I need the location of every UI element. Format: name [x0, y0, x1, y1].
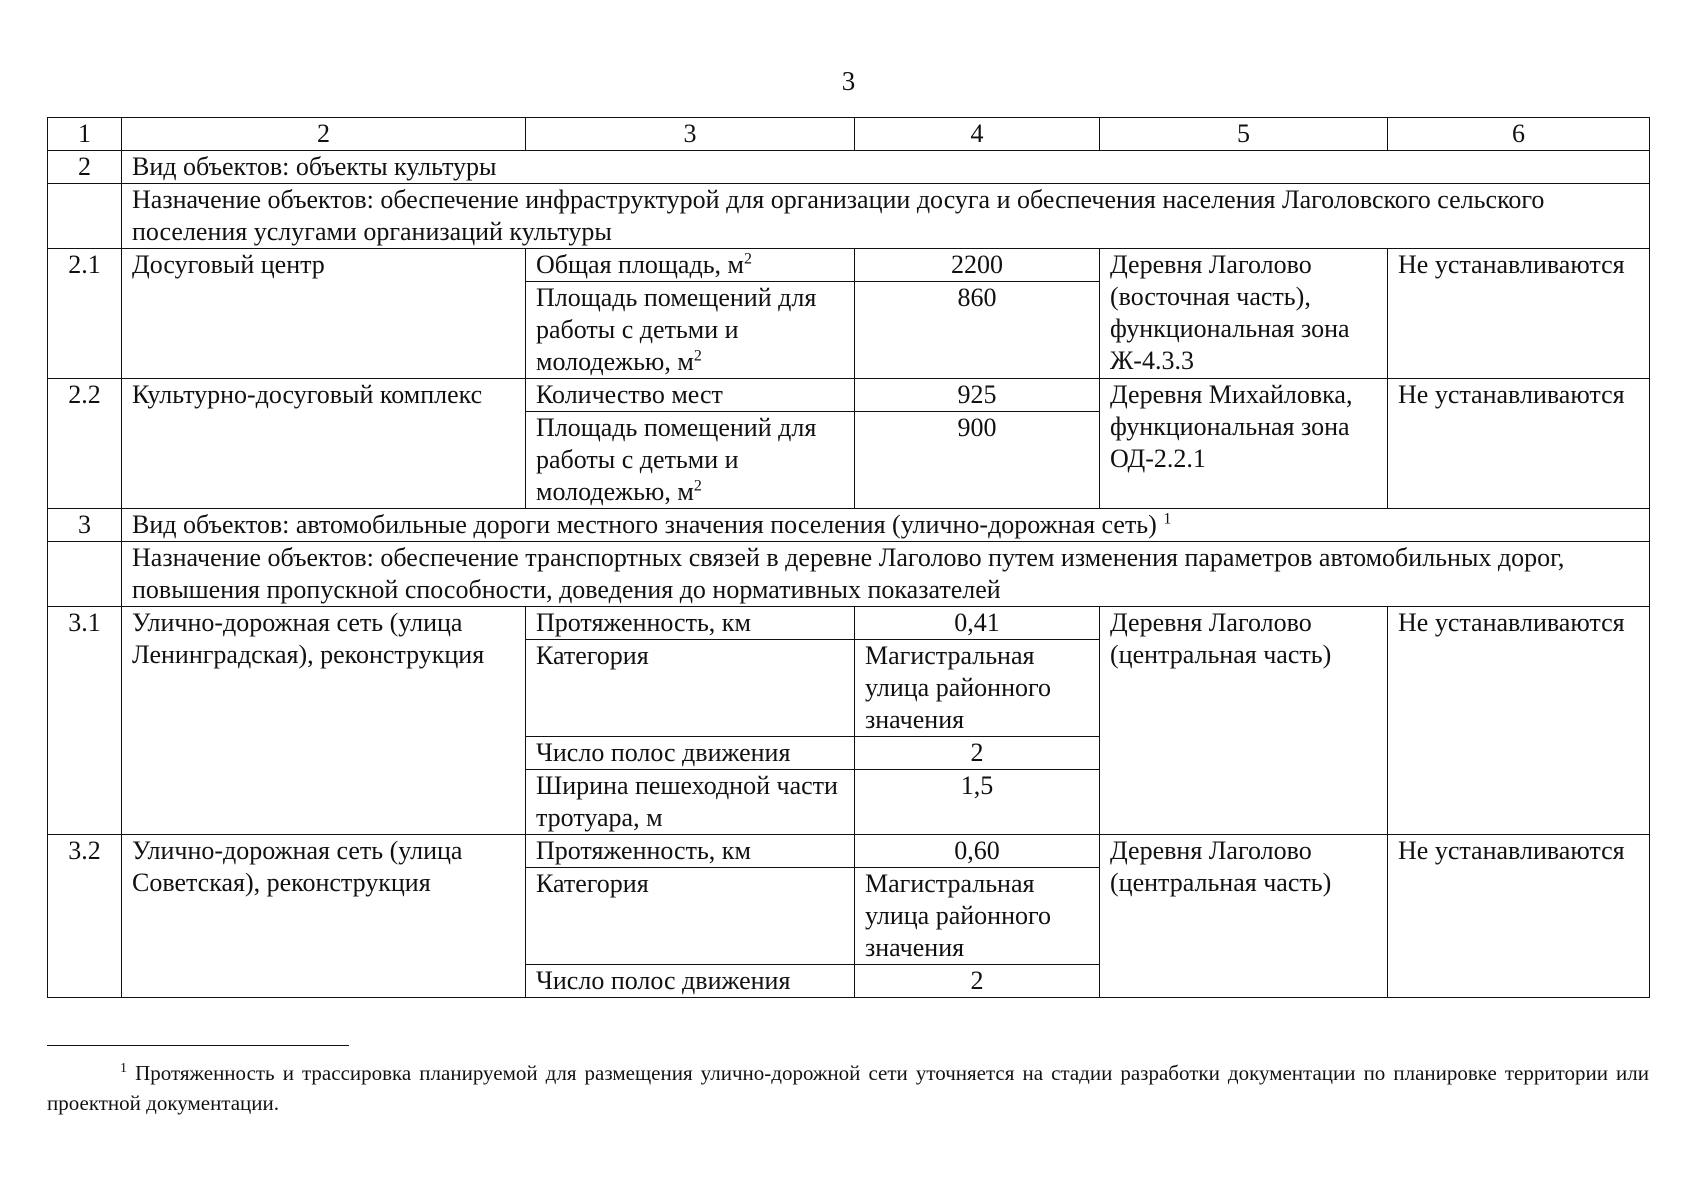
section-kind [122, 151, 1650, 184]
section-kind-text: Вид объектов: автомобильные дороги местного значения поселения (улично-дорожная сеть) [132, 510, 1157, 539]
section-number: 3 [48, 509, 122, 542]
item-name: Улично-дорожная сеть (улица Советская), реконструкция [122, 835, 526, 998]
param-value: 1,5 [855, 770, 1100, 835]
param-label-text: Протяженность, км [536, 836, 751, 865]
section-kind-row [48, 509, 1650, 542]
header-cell: 5 [1100, 118, 1388, 151]
unit-superscript: 2 [693, 347, 702, 365]
section-number: 2 [48, 151, 122, 184]
item-name: Улично-дорожная сеть (улица Ленинградская), реконструкция [122, 607, 526, 835]
param-label-text: Общая площадь, м [536, 250, 745, 279]
param-label-text: Площадь помещений для работы с детьми и молодежью, м [536, 283, 817, 376]
empty-cell [48, 184, 122, 249]
param-value: 925 [855, 379, 1100, 412]
unit-superscript: 2 [693, 477, 702, 495]
table-row [48, 379, 1650, 412]
section-purpose: Назначение объектов: обеспечение транспортных связей в деревне Лаголово путем изменения параметров автомобильных дорог, повышения пропускной способности, доведения до нормативных показателей [122, 542, 1650, 607]
footnote-separator [47, 1045, 349, 1046]
param-label [526, 770, 855, 835]
param-label-text: Число полос движения [536, 966, 791, 995]
table-row [48, 835, 1650, 868]
param-label [526, 379, 855, 412]
param-label [526, 835, 855, 868]
table-header-row [48, 118, 1650, 151]
section-kind [122, 509, 1650, 542]
param-label [526, 412, 855, 509]
item-zones: Не устанавливаются [1388, 835, 1650, 998]
param-label-text: Протяженность, км [536, 608, 751, 637]
param-value: 0,41 [855, 607, 1100, 640]
header-cell: 3 [526, 118, 855, 151]
param-label-text: Количество мест [536, 380, 723, 409]
param-label-text: Площадь помещений для работы с детьми и молодежью, м [536, 413, 817, 506]
param-value: Магистральная улица районного значения [855, 868, 1100, 965]
item-number: 2.1 [48, 249, 122, 379]
item-zones: Не устанавливаются [1388, 379, 1650, 509]
empty-cell [48, 542, 122, 607]
item-zones: Не устанавливаются [1388, 607, 1650, 835]
param-value: 900 [855, 412, 1100, 509]
param-label [526, 737, 855, 770]
item-number: 3.2 [48, 835, 122, 998]
item-location: Деревня Михайловка, функциональная зона ОД-2.2.1 [1100, 379, 1388, 509]
param-label [526, 249, 855, 282]
item-number: 2.2 [48, 379, 122, 509]
header-cell: 1 [48, 118, 122, 151]
param-value: Магистральная улица районного значения [855, 640, 1100, 737]
footnote-text: Протяженность и трассировка планируемой для размещения улично-дорожной сети уточняется на стадии разработки документации по планировке территории или проектной документации. [47, 1061, 1649, 1115]
section-kind-row [48, 151, 1650, 184]
item-name: Культурно-досуговый комплекс [122, 379, 526, 509]
section-kind-text: Вид объектов: объекты культуры [132, 152, 497, 181]
param-label-text: Ширина пешеходной части тротуара, м [536, 771, 838, 832]
param-label-text: Категория [536, 641, 649, 670]
param-label [526, 282, 855, 379]
param-value: 860 [855, 282, 1100, 379]
param-value: 2 [855, 737, 1100, 770]
item-number: 3.1 [48, 607, 122, 835]
param-label [526, 640, 855, 737]
section-purpose-row [48, 184, 1650, 249]
page-number: 3 [841, 66, 856, 96]
param-value: 2 [855, 965, 1100, 998]
param-label [526, 607, 855, 640]
footnote-reference: 1 [1163, 510, 1172, 528]
header-cell: 4 [855, 118, 1100, 151]
header-cell: 2 [122, 118, 526, 151]
item-zones: Не устанавливаются [1388, 249, 1650, 379]
footnote-mark: 1 [120, 1061, 127, 1076]
param-value: 2200 [855, 249, 1100, 282]
unit-superscript: 2 [744, 250, 753, 268]
table-row [48, 249, 1650, 282]
item-location: Деревня Лаголово (восточная часть), функциональная зона Ж-4.3.3 [1100, 249, 1388, 379]
objects-table [47, 117, 1650, 998]
param-label [526, 868, 855, 965]
table-row [48, 607, 1650, 640]
param-label-text: Число полос движения [536, 738, 791, 767]
param-label [526, 965, 855, 998]
item-location: Деревня Лаголово (центральная часть) [1100, 835, 1388, 998]
param-label-text: Категория [536, 869, 649, 898]
footnote [47, 1058, 1649, 1118]
section-purpose: Назначение объектов: обеспечение инфраструктурой для организации досуга и обеспечения населения Лаголовского сельского поселения услугами организаций культуры [122, 184, 1650, 249]
param-value: 0,60 [855, 835, 1100, 868]
item-location: Деревня Лаголово (центральная часть) [1100, 607, 1388, 835]
header-cell: 6 [1388, 118, 1650, 151]
section-purpose-row [48, 542, 1650, 607]
item-name: Досуговый центр [122, 249, 526, 379]
